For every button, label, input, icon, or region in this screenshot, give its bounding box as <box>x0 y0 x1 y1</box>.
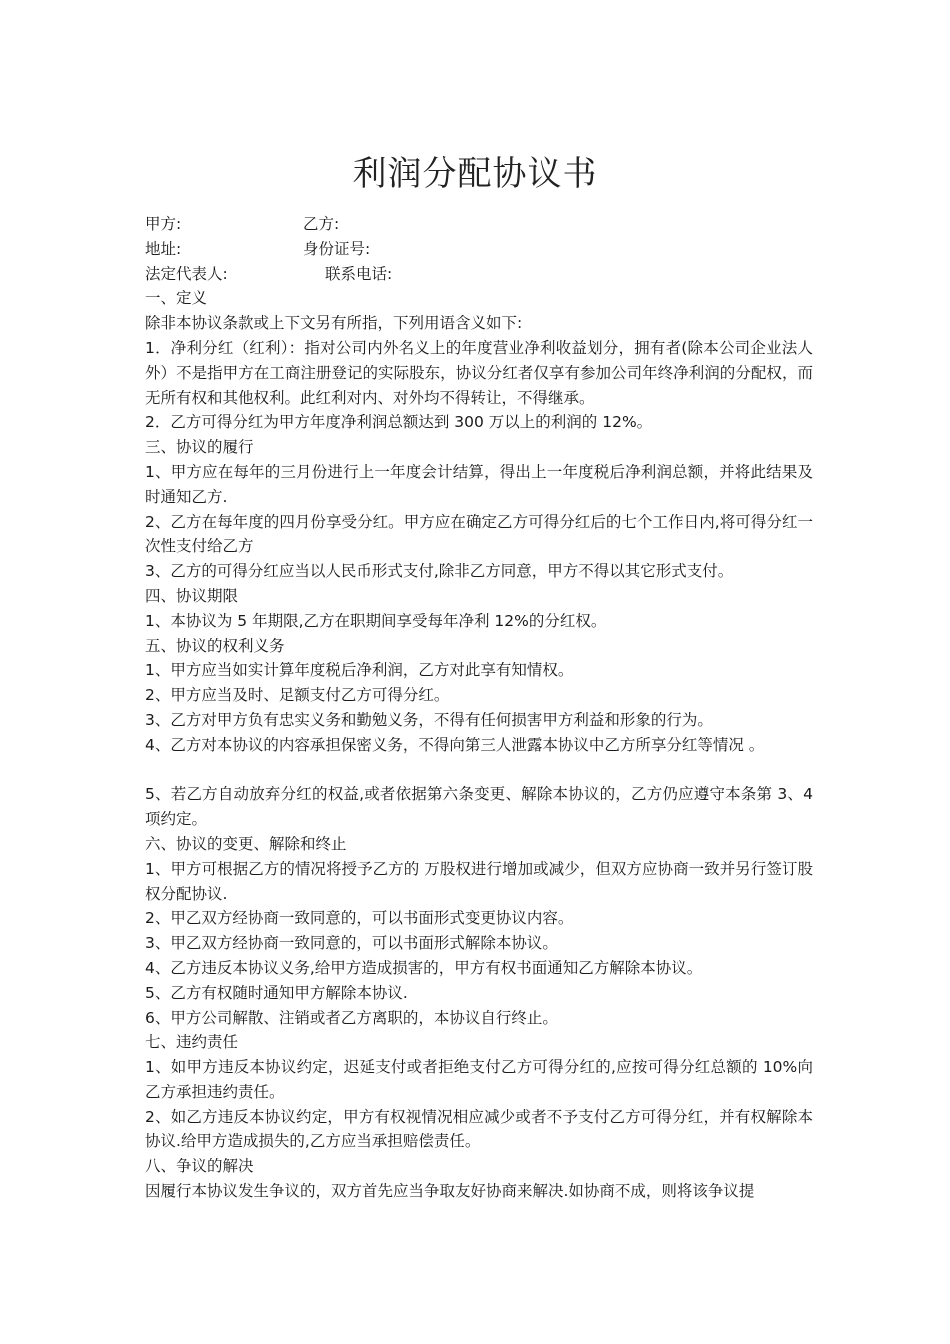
paragraph: 3、乙方对甲方负有忠实义务和勤勉义务，不得有任何损害甲方利益和形象的行为。 <box>145 710 713 729</box>
section-heading: 三、协议的履行 <box>145 438 254 457</box>
section-heading: 六、协议的变更、解除和终止 <box>145 834 347 853</box>
legal-rep-row <box>145 262 813 287</box>
id-number-label: 身份证号: <box>303 239 371 258</box>
paragraph: 5、若乙方自动放弃分红的权益,或者依据第六条变更、解除本协议的，乙方仍应遵守本条第 3、4 项约定。 <box>145 785 813 829</box>
address-row <box>145 237 813 262</box>
paragraph: 1、甲方应在每年的三月份进行上一年度会计结算，得出上一年度税后净利润总额，并将此结果及时通知乙方. <box>145 462 813 506</box>
section-heading: 四、协议期限 <box>145 586 239 605</box>
blank-line <box>145 758 813 783</box>
paragraph: 1、本协议为 5 年期限,乙方在职期间享受每年净利 12%的分红权。 <box>145 611 607 630</box>
phone-label: 联系电话: <box>325 264 393 283</box>
paragraph: 1．净利分红（红利）：指对公司内外名义上的年度营业净利收益划分，拥有者(除本公司企业法人外）不是指甲方在工商注册登记的实际股东，协议分红者仅享有参加公司年终净利润的分配权，而无所有权和其他权利。此红利对内、对外均不得转让，不得继承。 <box>145 338 813 407</box>
paragraph: 5、乙方有权随时通知甲方解除本协议. <box>145 983 408 1002</box>
party-b-label: 乙方: <box>303 215 340 233</box>
legal-rep-label: 法定代表人: <box>145 264 228 283</box>
section-heading: 五、协议的权利义务 <box>145 636 285 655</box>
paragraph: 2、甲乙双方经协商一致同意的，可以书面形式变更协议内容。 <box>145 909 574 928</box>
paragraph: 4、乙方违反本协议义务,给甲方造成损害的，甲方有权书面通知乙方解除本协议。 <box>145 958 703 977</box>
paragraph: 3、乙方的可得分红应当以人民币形式支付,除非乙方同意，甲方不得以其它形式支付。 <box>145 562 734 581</box>
paragraph: 2、如乙方违反本协议约定，甲方有权视情况相应减少或者不予支付乙方可得分红，并有权解除本协议.给甲方造成损失的,乙方应当承担赔偿责任。 <box>145 1107 813 1151</box>
address-label: 地址: <box>145 239 182 258</box>
party-a-label: 甲方: <box>145 215 182 233</box>
paragraph: 1、如甲方违反本协议约定，迟延支付或者拒绝支付乙方可得分红的,应按可得分红总额的 10%向乙方承担违约责任。 <box>145 1058 813 1101</box>
paragraph: 6、甲方公司解散、注销或者乙方离职的，本协议自行终止。 <box>145 1008 558 1027</box>
section-heading: 一、定义 <box>145 289 208 308</box>
document-body <box>145 212 813 1204</box>
section-heading: 七、违约责任 <box>145 1033 239 1052</box>
paragraph: 1、甲方应当如实计算年度税后净利润，乙方对此享有知情权。 <box>145 661 574 680</box>
section-heading: 八、争议的解决 <box>145 1157 254 1176</box>
paragraph: 2．乙方可得分红为甲方年度净利润总额达到 300 万以上的利润的 12%。 <box>145 413 653 432</box>
paragraph: 3、甲乙双方经协商一致同意的，可以书面形式解除本协议。 <box>145 934 558 953</box>
paragraph: 因履行本协议发生争议的，双方首先应当争取友好协商来解决.如协商不成，则将该争议提 <box>145 1182 755 1201</box>
paragraph: 2、乙方在每年度的四月份享受分红。甲方应在确定乙方可得分红后的七个工作日内,将可得分红一次性支付给乙方 <box>145 512 813 556</box>
paragraph: 除非本协议条款或上下文另有所指，下列用语含义如下: <box>145 314 523 333</box>
party-row <box>145 212 813 237</box>
document-title: 利润分配协议书 <box>352 154 598 194</box>
paragraph: 1、甲方可根据乙方的情况将授予乙方的 万股权进行增加或减少，但双方应协商一致并另行签订股权分配协议. <box>145 859 813 903</box>
paragraph: 4、乙方对本协议的内容承担保密义务，不得向第三人泄露本协议中乙方所享分红等情况 。 <box>145 735 765 754</box>
paragraph: 2、甲方应当及时、足额支付乙方可得分红。 <box>145 686 450 705</box>
